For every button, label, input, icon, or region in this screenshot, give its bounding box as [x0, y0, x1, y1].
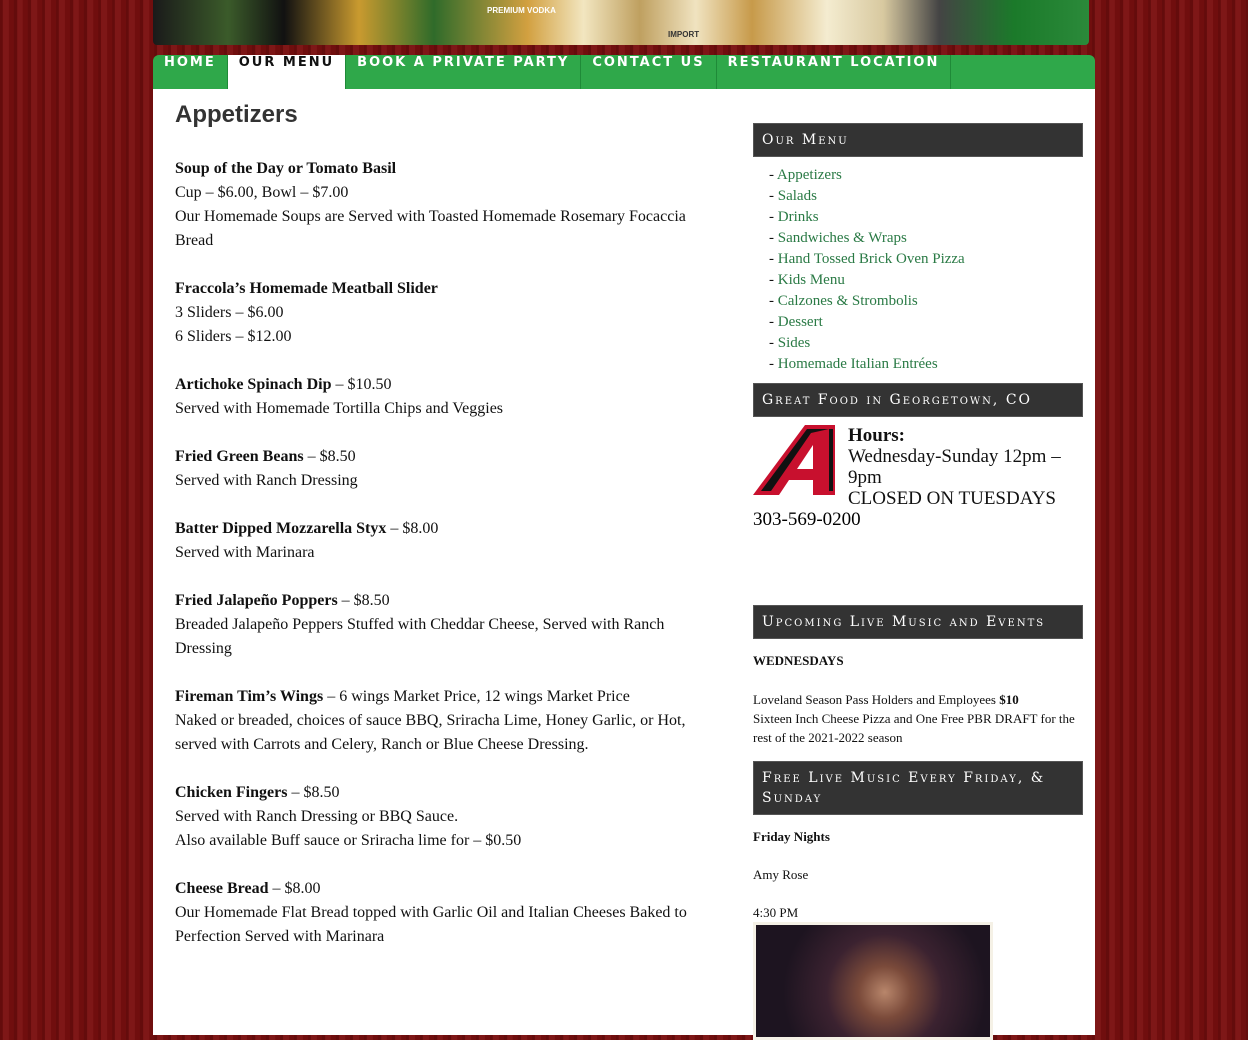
sidebar-link-salads[interactable]: Salads	[777, 188, 817, 204]
item-price: – $8.50	[337, 592, 390, 609]
events-day: WEDNESDAYS	[753, 653, 844, 668]
nav-book-private-party[interactable]: BOOK A PRIVATE PARTY	[346, 55, 581, 89]
phone-number: 303-569-0200	[753, 509, 861, 530]
events-widget	[753, 651, 1083, 747]
item-line: Served with Homemade Tortilla Chips and Veggies	[175, 400, 504, 417]
menu-item	[175, 373, 695, 421]
nav-home[interactable]: HOME	[153, 55, 228, 89]
item-price: – $8.00	[268, 880, 321, 897]
list-item: - Salads	[769, 188, 817, 204]
item-name: Soup of the Day or Tomato Basil	[175, 160, 397, 177]
item-price: – 6 wings Market Price, 12 wings Market Price	[323, 688, 630, 705]
hours-label: Hours:	[848, 425, 905, 446]
item-name: Fried Jalapeño Poppers	[175, 592, 338, 609]
item-line: Our Homemade Flat Bread topped with Garlic Oil and Italian Cheeses Baked to Perfection Served with Marinara	[175, 904, 687, 945]
hours-value: Wednesday-Sunday 12pm – 9pm	[848, 446, 1061, 488]
item-price: – $8.50	[303, 448, 356, 465]
sidebar	[753, 123, 1083, 1040]
item-name: Chicken Fingers	[175, 784, 288, 801]
menu-widget-title: Our Menu	[753, 123, 1083, 157]
info-widget-title: Great Food in Georgetown, CO	[753, 383, 1083, 417]
menu-item	[175, 877, 695, 949]
item-line: Served with Ranch Dressing or BBQ Sauce.	[175, 808, 459, 825]
main-navigation	[153, 55, 1095, 89]
sidebar-link-drinks[interactable]: Drinks	[777, 209, 819, 225]
menu-item	[175, 589, 695, 661]
performer-photo	[753, 922, 993, 1040]
item-line: Cup – $6.00, Bowl – $7.00	[175, 184, 349, 201]
music-widget-title: Free Live Music Every Friday, & Sunday	[753, 761, 1083, 815]
events-text-2: Sixteen Inch Cheese Pizza and One Free PBR DRAFT for the rest of the 2021-2022 season	[753, 711, 1075, 745]
nav-contact-us[interactable]: CONTACT US	[581, 55, 716, 89]
item-line: Breaded Jalapeño Peppers Stuffed with Cheddar Cheese, Served with Ranch Dressing	[175, 616, 665, 657]
item-price: – $8.50	[287, 784, 340, 801]
list-item: - Homemade Italian Entrées	[769, 356, 938, 372]
sidebar-link-dessert[interactable]: Dessert	[777, 314, 823, 330]
menu-item	[175, 781, 695, 853]
sidebar-link-entrees[interactable]: Homemade Italian Entrées	[777, 356, 938, 372]
item-line: Naked or breaded, choices of sauce BBQ, Sriracha Lime, Honey Garlic, or Hot, served with Carrots and Celery, Ranch or Blue Cheese Dressing.	[175, 712, 686, 753]
events-widget-title: Upcoming Live Music and Events	[753, 605, 1083, 639]
item-price: – $10.50	[331, 376, 392, 393]
music-time: 4:30 PM	[753, 905, 799, 920]
hours-widget	[753, 425, 1083, 605]
menu-item	[175, 517, 695, 565]
sidebar-link-kids-menu[interactable]: Kids Menu	[777, 272, 845, 288]
sidebar-link-appetizers[interactable]: Appetizers	[776, 167, 842, 183]
list-item: - Calzones & Strombolis	[769, 293, 918, 309]
hours-text	[848, 425, 1083, 509]
item-name: Artichoke Spinach Dip	[175, 376, 332, 393]
banner-label: PREMIUM VODKA	[487, 6, 556, 15]
menu-item	[175, 445, 695, 493]
sidebar-link-sides[interactable]: Sides	[777, 335, 811, 351]
menu-item	[175, 277, 695, 349]
sidebar-menu-list	[769, 165, 1083, 375]
list-item: - Drinks	[769, 209, 819, 225]
item-line: Served with Ranch Dressing	[175, 472, 358, 489]
menu-item	[175, 685, 695, 757]
item-line: Also available Buff sauce or Sriracha lime for – $0.50	[175, 832, 522, 849]
page-title: Appetizers	[175, 101, 298, 128]
sidebar-link-pizza[interactable]: Hand Tossed Brick Oven Pizza	[777, 251, 965, 267]
item-name: Fried Green Beans	[175, 448, 304, 465]
item-name: Batter Dipped Mozzarella Styx	[175, 520, 387, 537]
list-item: - Dessert	[769, 314, 823, 330]
header-banner-image	[153, 0, 1089, 45]
item-line: Served with Marinara	[175, 544, 315, 561]
item-line: Our Homemade Soups are Served with Toasted Homemade Rosemary Focaccia Bread	[175, 208, 686, 249]
item-line: 3 Sliders – $6.00	[175, 304, 284, 321]
music-artist: Amy Rose	[753, 867, 809, 882]
banner-label: IMPORT	[668, 30, 700, 39]
item-name: Fraccola’s Homemade Meatball Slider	[175, 280, 438, 297]
nav-restaurant-location[interactable]: RESTAURANT LOCATION	[717, 55, 952, 89]
content-area	[153, 89, 1095, 1035]
list-item: - Kids Menu	[769, 272, 845, 288]
sidebar-link-calzones[interactable]: Calzones & Strombolis	[777, 293, 918, 309]
closed-notice: CLOSED ON TUESDAYS	[848, 488, 1056, 509]
item-name: Fireman Tim’s Wings	[175, 688, 324, 705]
restaurant-logo-icon	[753, 425, 835, 495]
music-day: Friday Nights	[753, 829, 830, 844]
nav-our-menu[interactable]: OUR MENU	[228, 55, 346, 89]
events-text: Loveland Season Pass Holders and Employees	[753, 692, 996, 707]
music-widget	[753, 827, 1083, 1040]
list-item: - Sandwiches & Wraps	[769, 230, 907, 246]
main-column	[175, 89, 695, 973]
sidebar-link-sandwiches[interactable]: Sandwiches & Wraps	[777, 230, 907, 246]
events-price: $10	[999, 692, 1019, 707]
list-item: - Sides	[769, 335, 811, 351]
item-price: – $8.00	[386, 520, 439, 537]
item-name: Cheese Bread	[175, 880, 269, 897]
menu-item	[175, 157, 695, 253]
list-item: - Hand Tossed Brick Oven Pizza	[769, 251, 965, 267]
item-line: 6 Sliders – $12.00	[175, 328, 292, 345]
list-item: - Appetizers	[769, 167, 842, 183]
